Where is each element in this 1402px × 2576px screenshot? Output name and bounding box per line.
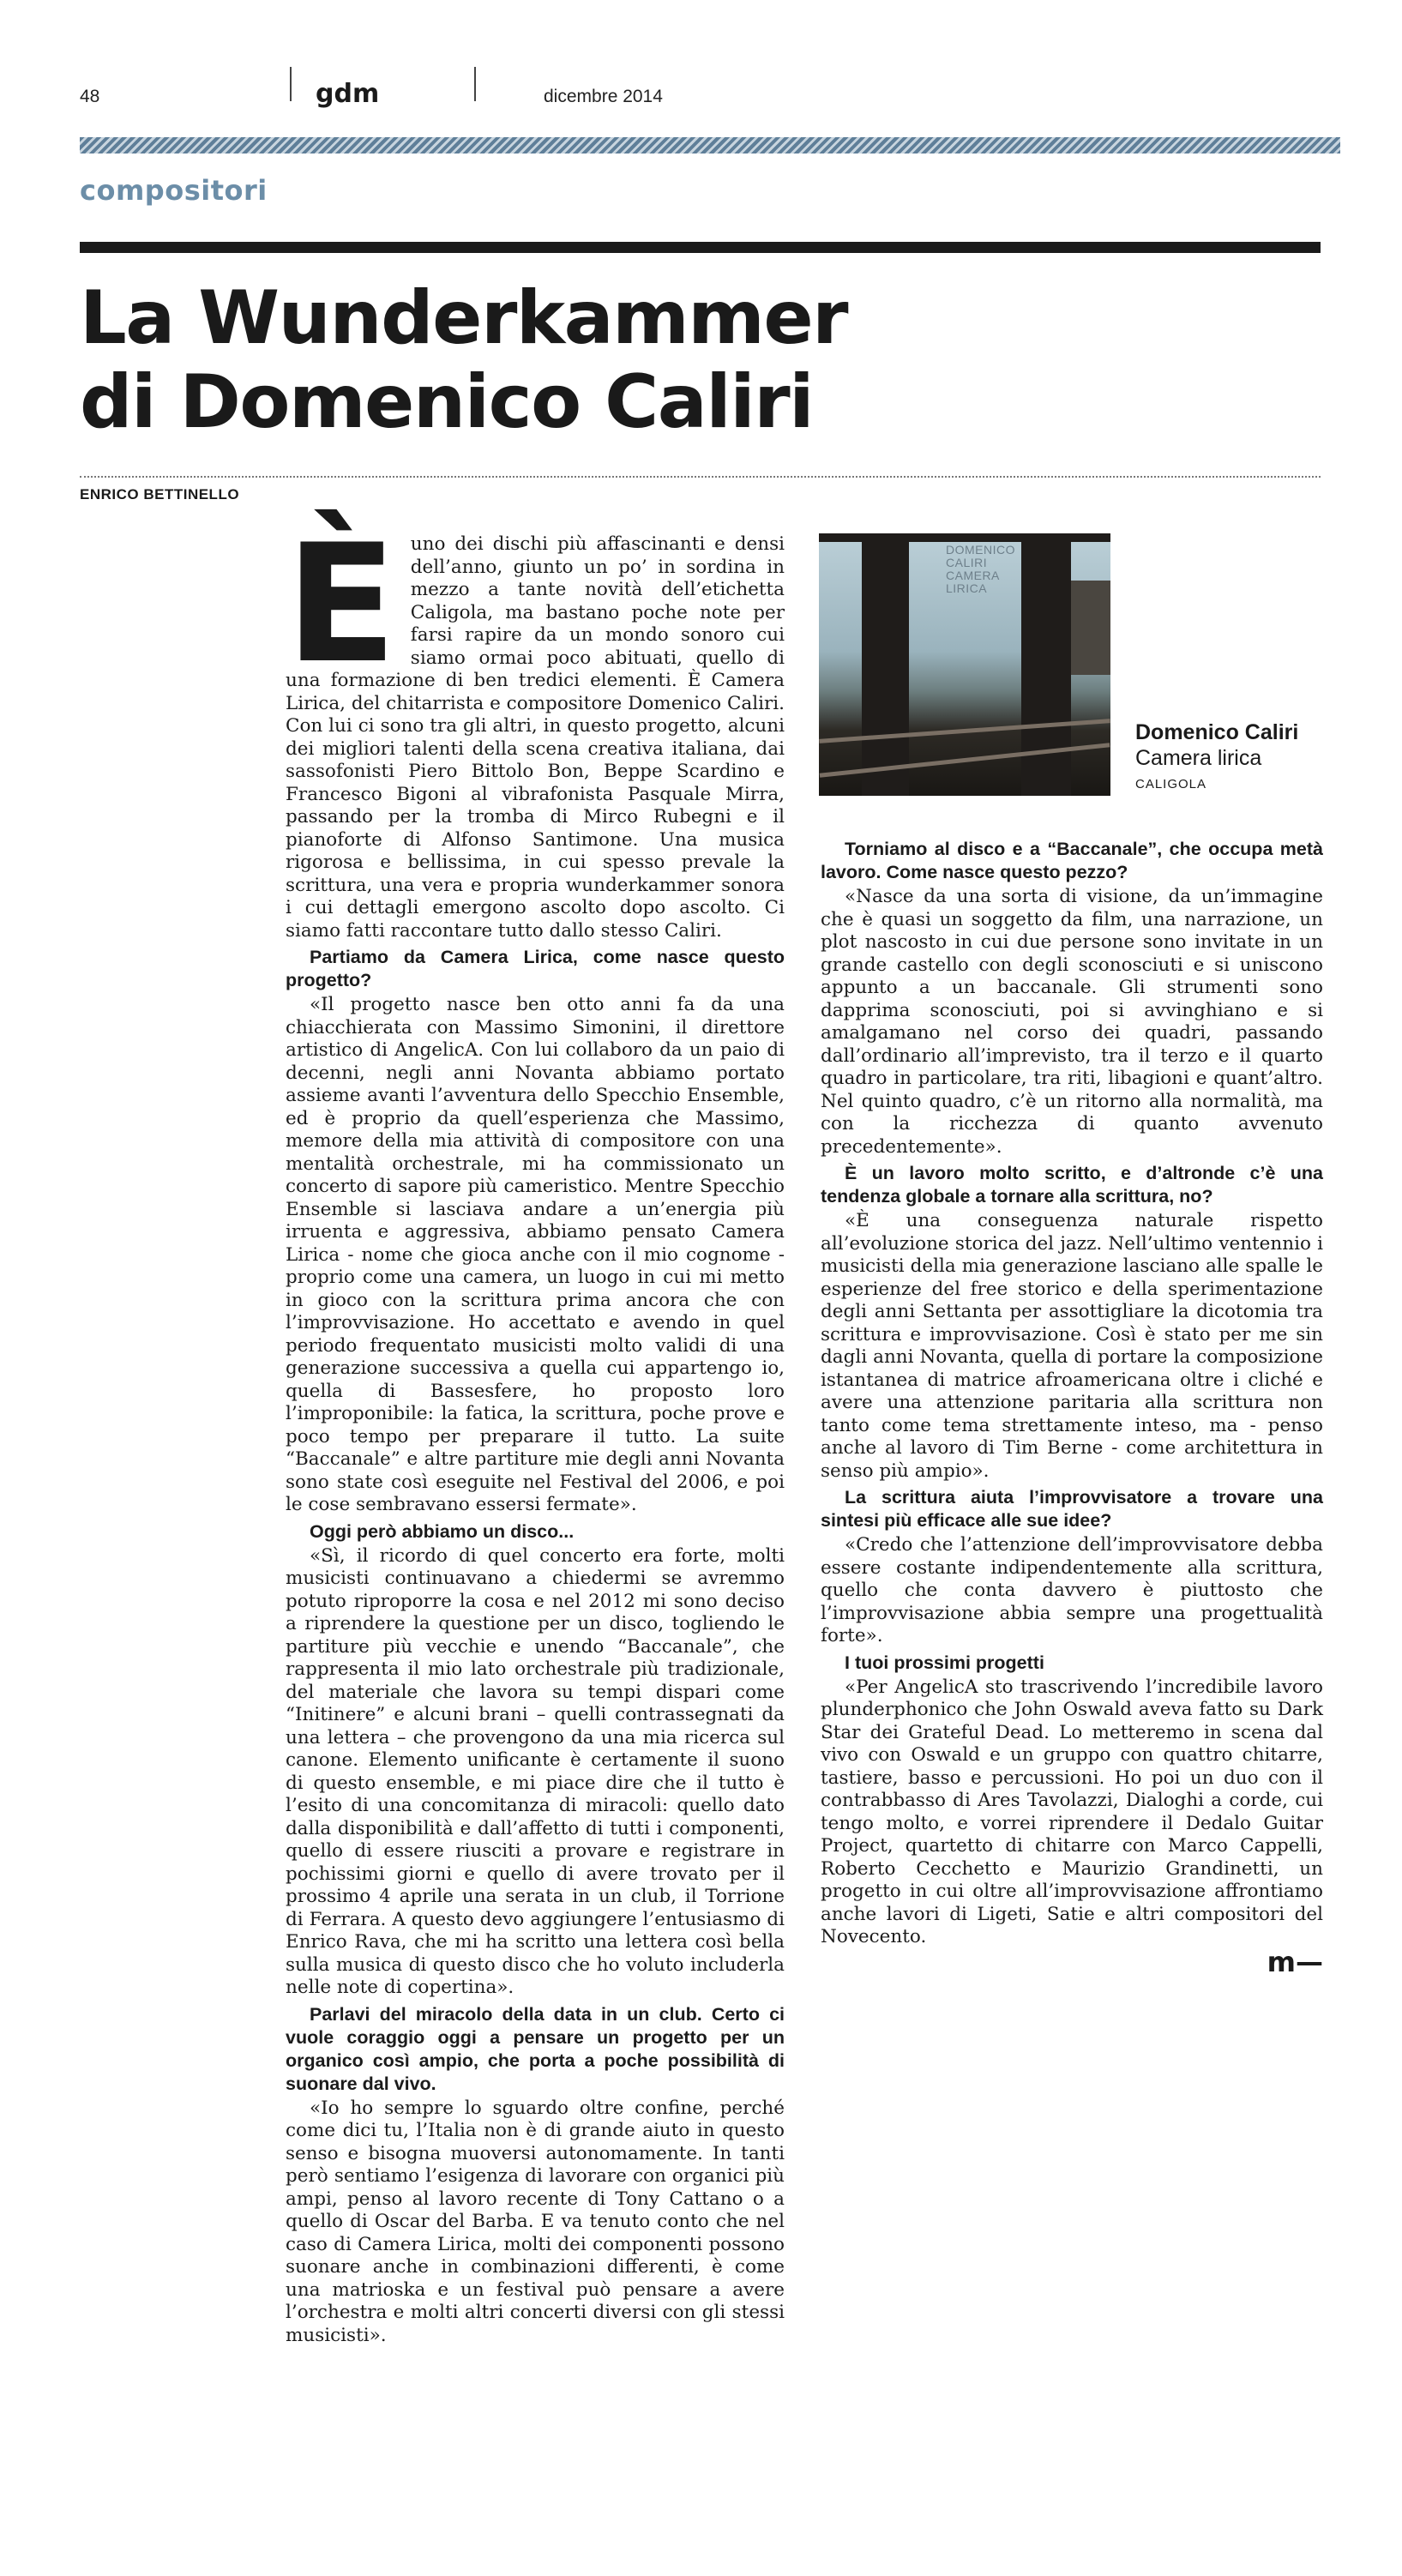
column-right bbox=[821, 838, 1323, 1978]
title-line-1: La Wunderkammer bbox=[80, 275, 848, 361]
article-title bbox=[80, 276, 847, 444]
end-mark: m— bbox=[1267, 1945, 1323, 1978]
album-artist: Domenico Caliri bbox=[1135, 720, 1299, 744]
album-title: Camera lirica bbox=[1135, 746, 1262, 770]
intro-paragraph: uno dei dischi più affascinanti e densi dell’anno, giunto un po’ in sordina in mezzo a tante novità dell’etichetta Caligola, ma bastano poche note per farsi rapire da un mondo sonoro cui siamo ormai poco abituati, quello di una formazione di ben tredici elementi. È Camera Lirica, del chitarrista e compositore Domenico Caliri. Con lui ci sono tra gli altri, in questo progetto, alcuni dei migliori talenti della scena creativa italiana, dai sassofonisti Piero Bittolo Bon, Beppe Scardino e Francesco Bigoni al vibrafonista Pasquale Mirra, passando per la tromba di Mirco Rubegni e il pianoforte di Alfonso Santimone. Una musica rigorosa e bellissima, in cui spesso prevale la scrittura, una vera e propria wunderkammer sonora i cui dettagli emergono ascolto dopo ascolto. Ci siamo fatti raccontare tutto dallo stesso Caliri. bbox=[286, 533, 785, 942]
section-label: compositori bbox=[80, 174, 268, 207]
page-number: 48 bbox=[80, 87, 100, 106]
title-line-2: di Domenico Caliri bbox=[80, 359, 814, 445]
header-divider bbox=[474, 67, 476, 101]
column-left bbox=[286, 509, 785, 2347]
album-cover-image bbox=[819, 533, 1110, 796]
question-6: La scrittura aiuta l’improvvisatore a trovare una sintesi più efficace alle sue idee? bbox=[821, 1487, 1323, 1531]
title-rule bbox=[80, 242, 1321, 253]
dotted-rule bbox=[80, 476, 1321, 478]
header-divider bbox=[290, 67, 292, 101]
question-5: È un lavoro molto scritto, e d’altronde c’è una tendenza globale a tornare alla scrittura, no? bbox=[821, 1163, 1323, 1207]
drop-cap: È bbox=[286, 509, 397, 699]
answer-4: «Nasce da una sorta di visione, da un’immagine che è quasi un soggetto da film, una narrazione, un plot nascosto in cui due persone sono invitate in un grande castello con degli sconosciuti e si uniscono appunto a un baccanale. Gli strumenti sono dapprima sconosciuti, poi si avvinghiano e si amalgamano nel corso dei quadri, passando dall’ordinario all’imprevisto, tra il terzo e il quarto quadro in particolare, tra riti, libagioni e quant’altro. Nel quinto quadro, c’è un ritorno alla normalità, ma con la ricchezza di quanto avvenuto precedentemente». bbox=[821, 886, 1323, 1158]
answer-6: «Credo che l’attenzione dell’improvvisatore debba essere costante indipendentemente alla scrittura, quello che conta davvero è piuttosto che l’improvvisazione abbia sempre una progettualità forte». bbox=[821, 1534, 1323, 1646]
answer-7: «Per AngelicA sto trascrivendo l’incredibile lavoro plunderphonico che John Oswald aveva fatto su Dark Star dei Grateful Dead. Lo metteremo in scena dal vivo con Oswald e un gruppo con quattro chitarre, tastiere, basso e percussioni. Ho poi un duo con il contrabbasso di Ares Tavolazzi, Dialoghi a corde, cui tengo molto, e vorrei riprendere il Dedalo Guitar Project, quartetto di chitarre con Marco Cappelli, Roberto Cecchetto e Maurizio Grandinetti, un progetto in cui oltre all’improvvisazione affrontiamo anche lavori di Ligeti, Satie e altri compositori del Novecento. bbox=[821, 1676, 1323, 1947]
answer-5: «È una conseguenza naturale rispetto all’evoluzione storica del jazz. Nell’ultimo ventennio i musicisti della mia generazione lasciano alle spalle le esperienze del free storico e della sperimentazione degli anni Settanta per assottigliare la dicotomia tra scrittura e improvvisazione. Così è stato per me sin dagli anni Novanta, quella di portare la composizione istantanea di matrice afroamericana oltre i cliché e avere una attenzione paritaria alla scrittura non tanto come tema strettamente inteso, ma - penso anche al lavoro di Tim Berne - come architettura in senso più ampio». bbox=[821, 1210, 1323, 1482]
question-2: Oggi però abbiamo un disco... bbox=[310, 1520, 575, 1542]
question-4: Torniamo al disco e a “Baccanale”, che occupa metà lavoro. Come nasce questo pezzo? bbox=[821, 839, 1323, 882]
album-cover-text: DOMENICO CALIRI CAMERA LIRICA bbox=[946, 543, 1015, 595]
hatched-rule bbox=[80, 137, 1340, 153]
question-3: Parlavi del miracolo della data in un club. Certo ci vuole coraggio oggi a pensare un progetto per un organico così ampio, che porta a poche possibilità di suonare dal vivo. bbox=[286, 2003, 785, 2094]
album-label: CALIGOLA bbox=[1135, 777, 1207, 791]
magazine-logo: gdm bbox=[316, 79, 380, 109]
question-1: Partiamo da Camera Lirica, come nasce questo progetto? bbox=[286, 947, 785, 990]
answer-1: «Il progetto nasce ben otto anni fa da una chiacchierata con Massimo Simonini, il direttore artistico di AngelicA. Con lui collaboro da un paio di decenni, negli anni Novanta abbiamo portato assieme avanti l’avventura dello Specchio Ensemble, ed è proprio da quell’esperienza che Massimo, memore della mia attività di compositore con una mentalità orchestrale, mi ha commissionato un concerto di sapore più cameristico. Mentre Specchio Ensemble si lasciava andare a un’energia più irruenta e aggressiva, abbiamo pensato Camera Lirica - nome che gioca anche con il mio cognome - proprio come una camera, un luogo in cui mi metto in gioco con la scrittura prima ancora che con l’improvvisazione. Ho accettato e avendo in quel periodo frequentato musicisti molto validi di una generazione successiva a quella cui appartengo io, quella di Bassesfere, ho proposto loro l’improponibile: la fatica, la scrittura, poche prove e poco tempo per preparare il tutto. La suite “Baccanale” e altre partiture mie degli anni Novanta sono state così eseguite nel Festival del 2006, e poi le cose sembravano essersi fermate». bbox=[286, 994, 785, 1515]
answer-3: «Io ho sempre lo sguardo oltre confine, perché come dici tu, l’Italia non è di grande aiuto in questo senso e bisogna muoversi autonomamente. In tanti però sentiamo l’esigenza di lavorare con organici più ampi, penso al lavoro recente di Tony Cattano o a quello di Oscar del Barba. E va tenuto conto che nel caso di Camera Lirica, molti dei componenti possono suonare anche in combinazioni differenti, è come una matrioska e un festival può pensare a avere l’orchestra e molti altri concerti diversi con gli stessi musicisti». bbox=[286, 2097, 785, 2346]
answer-2: «Sì, il ricordo di quel concerto era forte, molti musicisti continuavano a chiedermi se avremmo potuto riproporre la cosa e nel 2012 mi sono deciso a riprendere la questione per un disco, togliendo le partiture più vecchie e unendo “Baccanale”, che rappresenta il mio lato orchestrale più tradizionale, del materiale che lavora su tempi dispari come “Initinere” e alcuni brani – quelli contrassegnati da una lettera – che provengono da una mia ricerca sul canone. Elemento unificante è certamente il suono di questo ensemble, e mi piace dire che il tutto è l’esito di una concomitanza di miracoli: quello dato dalla disponibilità e dall’affetto di tutti i componenti, quello di essere riusciti a provare e registrare in pochissimi giorni e quello di avere trovato per il prossimo 4 aprile una serata in un club, il Torrione di Ferrara. A questo devo aggiungere l’entusiasmo di Enrico Rava, che mi ha scritto una lettera così bella sulla musica di questo disco che ho voluto includerla nelle note di copertina». bbox=[286, 1544, 785, 1998]
issue-date: dicembre 2014 bbox=[544, 87, 663, 106]
byline: ENRICO BETTINELLO bbox=[80, 486, 240, 503]
question-7: I tuoi prossimi progetti bbox=[845, 1652, 1044, 1673]
